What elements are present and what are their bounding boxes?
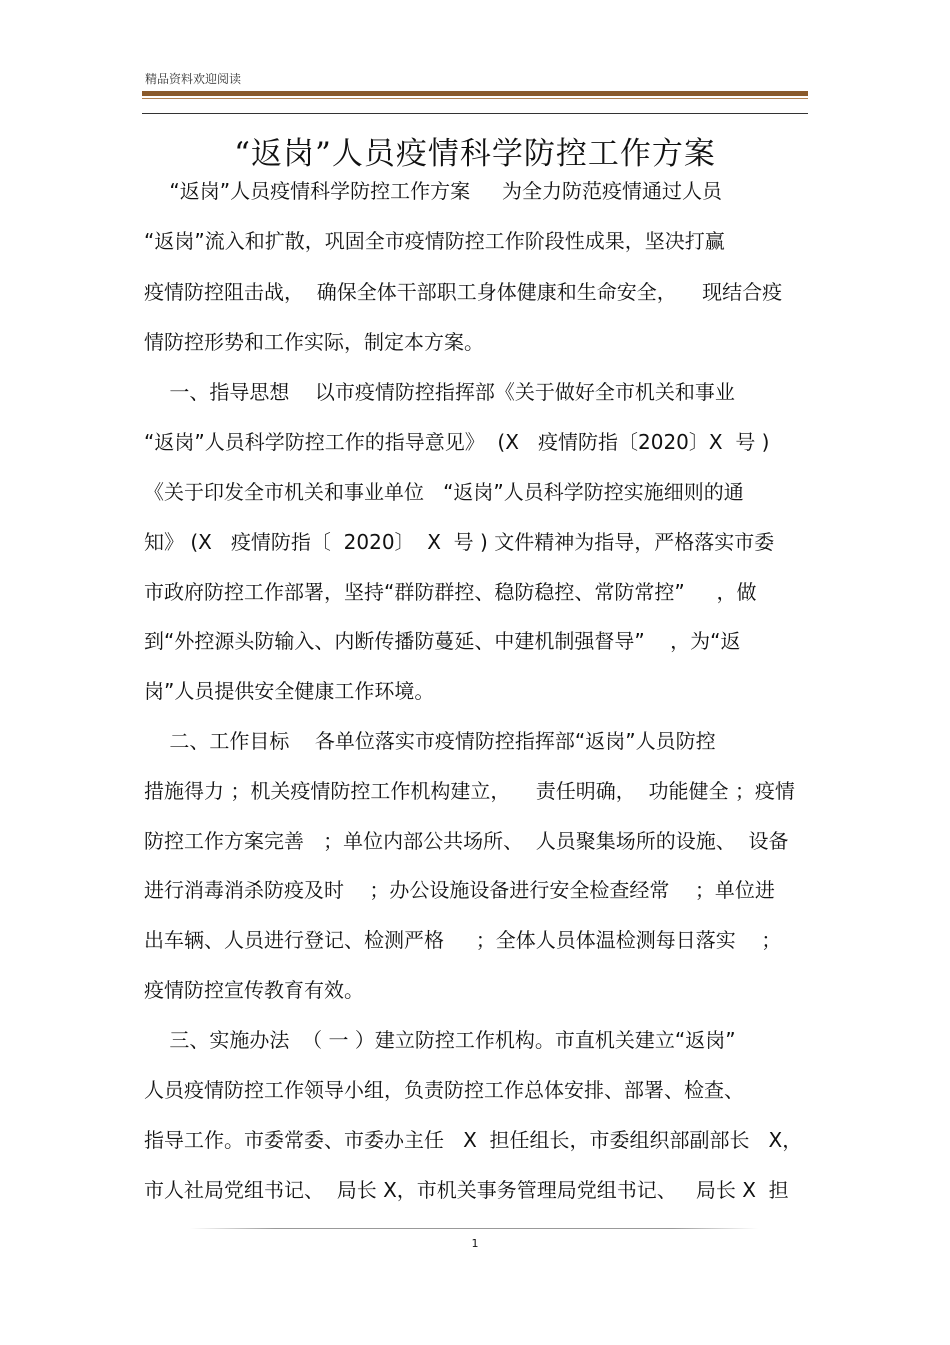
body-line: 情防控形势和工作实际，制定本方案。 — [144, 330, 484, 354]
body-line: 《关于印发全市机关和事业单位 “返岗”人员科学防控实施细则的通 — [144, 480, 744, 504]
document-title: “返岗”人员疫情科学防控工作方案 — [234, 136, 716, 172]
body-line: 三、实施办法 （ 一 ）建立防控工作机构。市直机关建立“返岗” — [144, 1028, 736, 1052]
body-line: 到“外控源头防输入、内断传播防蔓延、中建机制强督导” ，为“返 — [144, 629, 741, 653]
body-line: 一、指导思想 以市疫情防控指挥部《关于做好全市机关和事业 — [144, 380, 735, 404]
body-line: 市人社局党组书记、 局长 X，市机关事务管理局党组书记、 局长 X 担 — [144, 1178, 789, 1202]
body-line: 出车辆、人员进行登记、检测严格 ；全体人员体温检测每日落实 ； — [144, 928, 782, 952]
body-line: 指导工作。市委常委、市委办主任 X 担任组长，市委组织部副部长 X， — [144, 1128, 803, 1152]
footer-rule — [190, 1228, 758, 1229]
body-line: 进行消毒消杀防疫及时 ；办公设施设备进行安全检查经常 ；单位进 — [144, 878, 775, 902]
body-line: 措施得力 ；机关疫情防控工作机构建立， 责任明确， 功能健全 ；疫情 — [144, 779, 795, 803]
body-line: 人员疫情防控工作领导小组，负责防控工作总体安排、部署、检查、 — [144, 1078, 744, 1102]
body-line: 知》 (X 疫情防指〔 2020〕 X 号 ) 文件精神为指导，严格落实市委 — [144, 530, 775, 554]
body-line: “返岗”流入和扩散，巩固全市疫情防控工作阶段性成果，坚决打赢 — [144, 229, 725, 253]
header-rule-thin — [142, 98, 808, 99]
body-line: 疫情防控宣传教育有效。 — [144, 978, 364, 1002]
body-line: “返岗”人员科学防控工作的指导意见》 (X 疫情防指〔2020〕X 号 ) — [144, 430, 770, 454]
page-number: 1 — [471, 1237, 479, 1250]
title-divider — [142, 113, 808, 114]
body-line: 防控工作方案完善 ；单位内部公共场所、 人员聚集场所的设施、 设备 — [144, 829, 789, 853]
running-header: 精品资料欢迎阅读 — [145, 72, 242, 86]
body-line: 疫情防控阻击战， 确保全体干部职工身体健康和生命安全， 现结合疫 — [144, 280, 783, 304]
body-line: “返岗”人员疫情科学防控工作方案 为全力防范疫情通过人员 — [144, 179, 722, 203]
body-line: 市政府防控工作部署，坚持“群防群控、稳防稳控、常防常控” ，做 — [144, 580, 757, 604]
header-rule-thick — [142, 91, 808, 96]
body-line: 岗”人员提供安全健康工作环境。 — [144, 679, 435, 703]
body-line: 二、工作目标 各单位落实市疫情防控指挥部“返岗”人员防控 — [144, 729, 716, 753]
